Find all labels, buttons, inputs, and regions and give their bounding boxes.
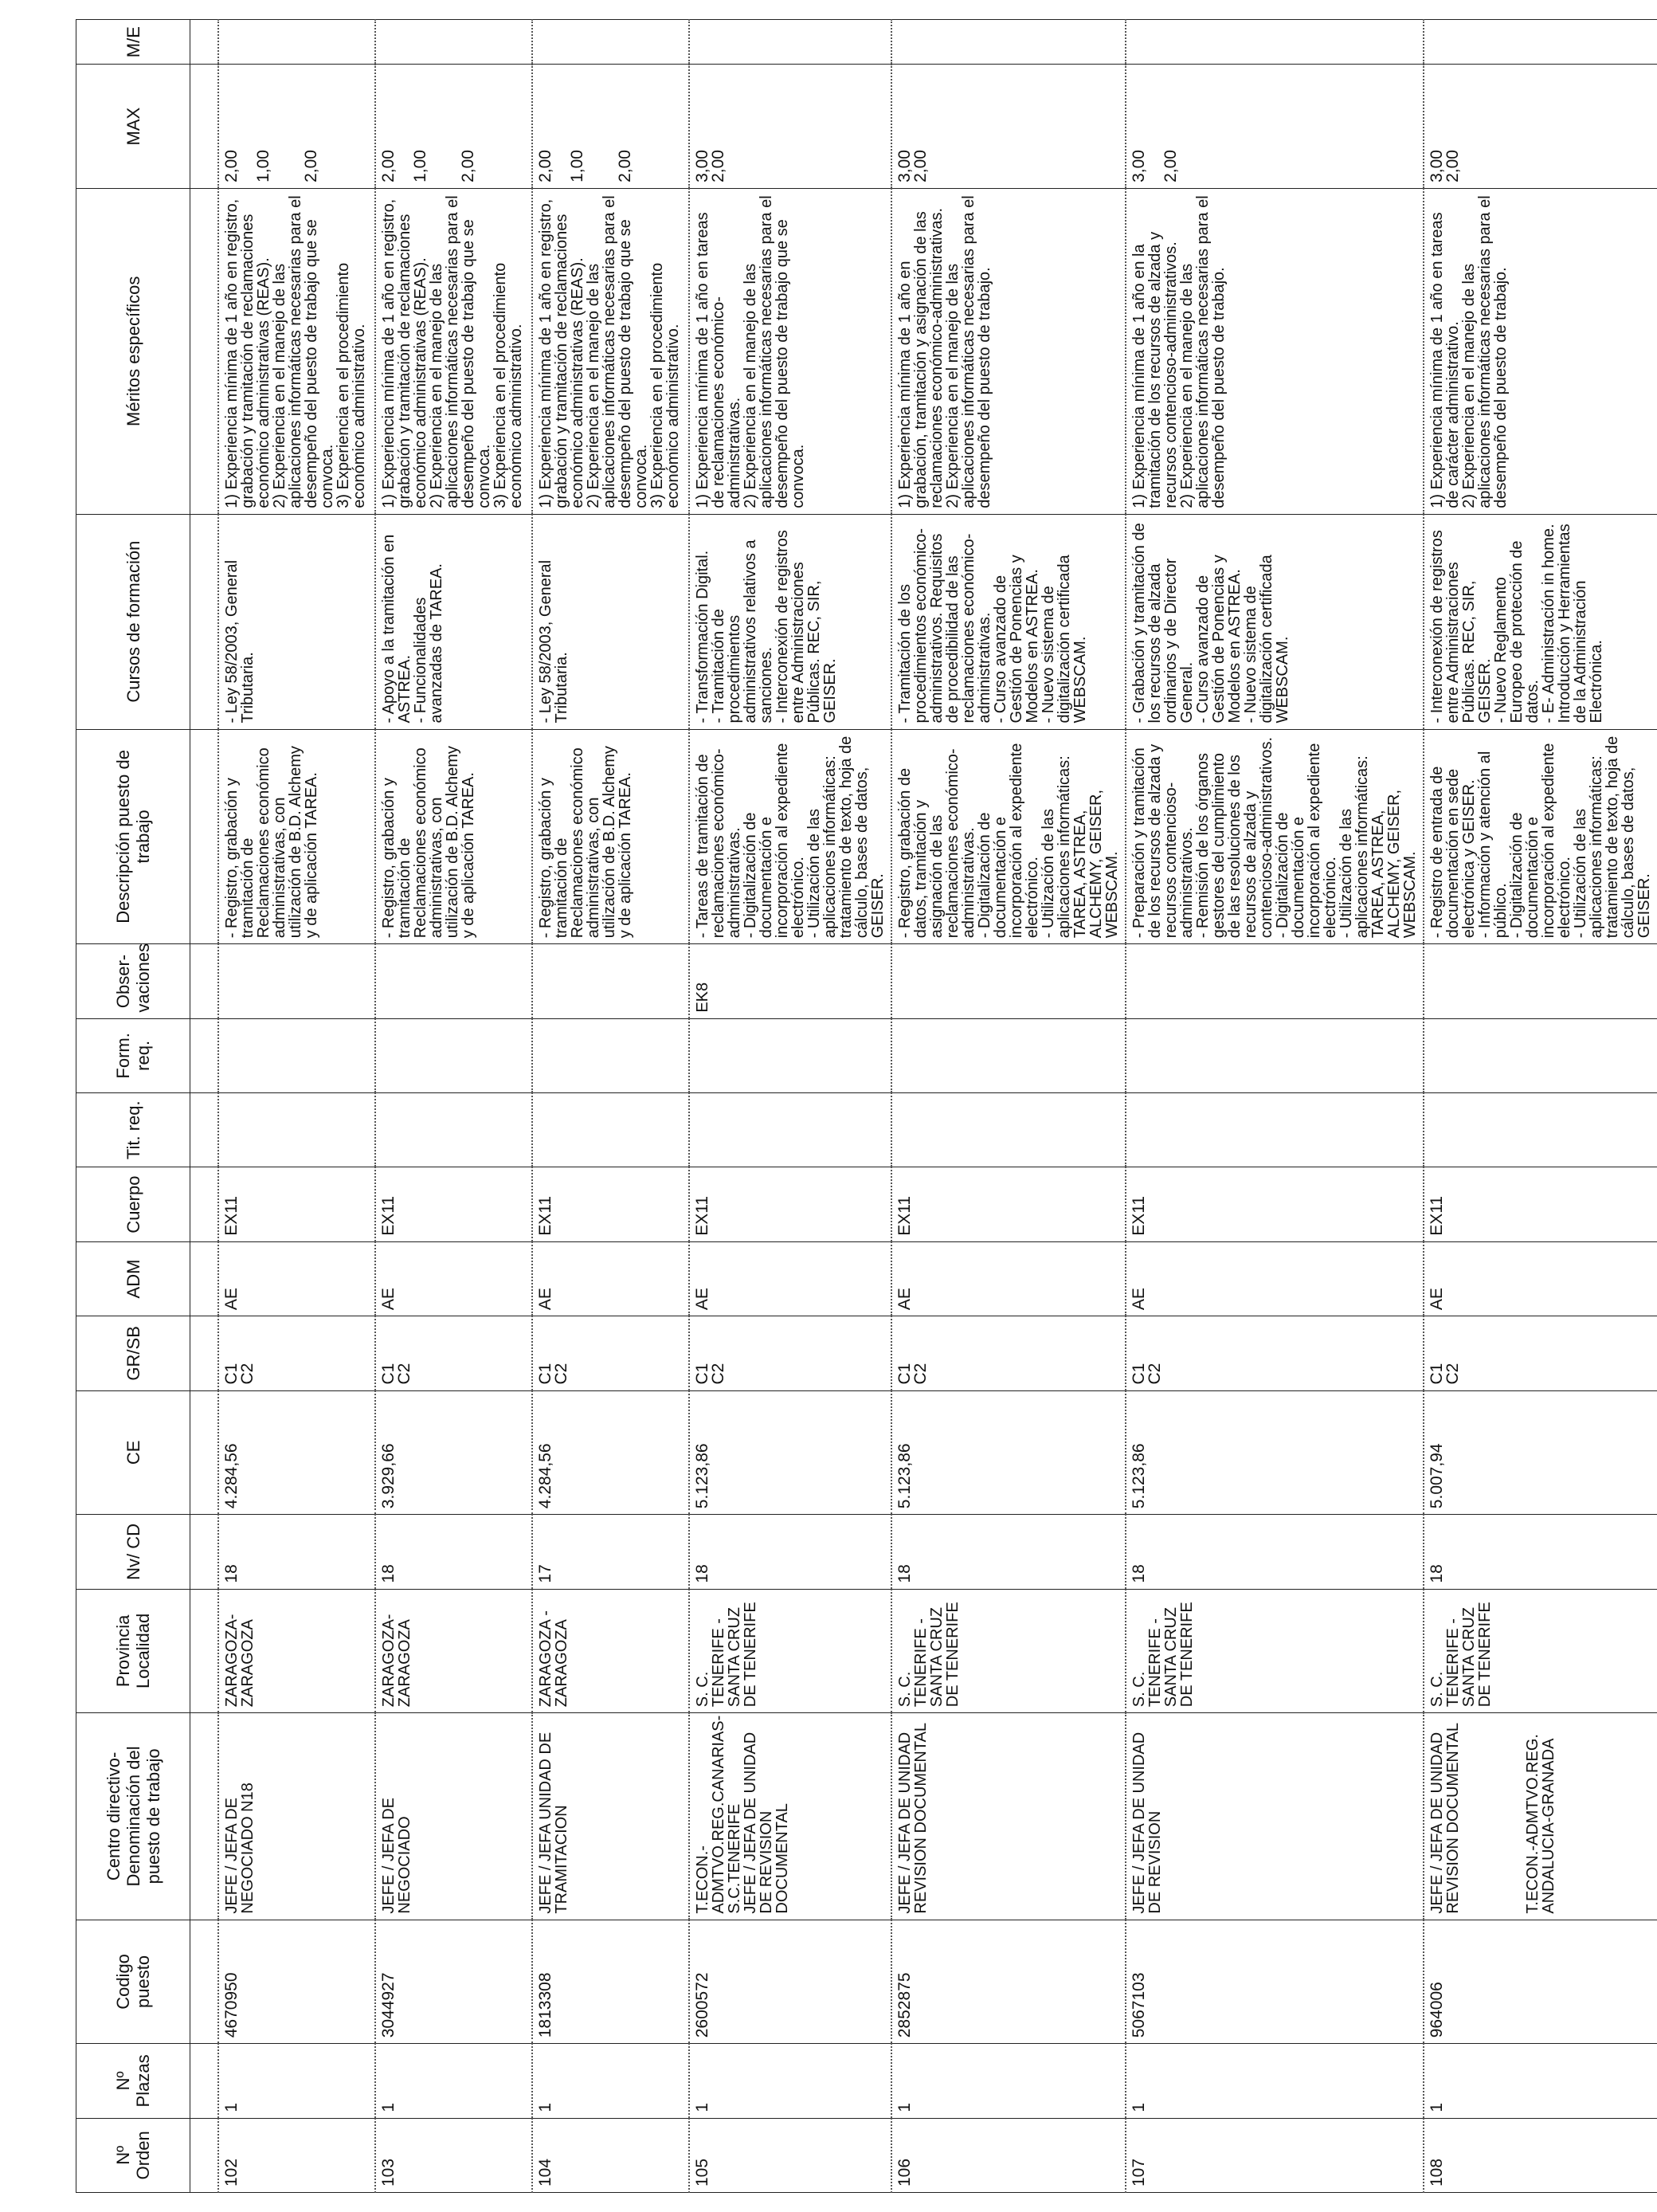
table-row [689, 20, 891, 2193]
cell-centro: JEFE / JEFA DE NEGOCIADO N18 [218, 1713, 375, 1920]
spacer-cell [190, 1316, 219, 1390]
cell-ce: 3.929,66 [375, 1390, 532, 1515]
cell-meritos: 1) Experiencia mínima de 1 año en registro, grabación y tramitación de reclamaciones económico administrativas (REAS). 2) Experiencia en el manejo de las aplicaciones informáticas necesarias para el desempeño del puesto de trabajo que se convoca. 3) Experiencia en el procedimiento económico administrativo. [375, 188, 532, 514]
cell-nivel: 18 [1126, 1515, 1424, 1589]
spacer-cell [190, 1920, 219, 2044]
cell-plazas: 1 [218, 2044, 375, 2118]
cell-me [689, 20, 891, 65]
cell-centro: T.ECON.-ADMTVO.REG.CANARIAS-S.C.TENERIFE JEFE / JEFA DE UNIDAD DE REVISION DOCUMENTAL [689, 1713, 891, 1920]
spacer-cell [190, 1093, 219, 1167]
cell-adm: AE [1424, 1241, 1657, 1316]
header-provincia: Provincia Localidad [76, 1589, 190, 1713]
spacer-cell [190, 1589, 219, 1713]
cell-adm: AE [532, 1241, 689, 1316]
cell-nivel: 18 [891, 1515, 1126, 1589]
cell-orden: 102 [218, 2118, 375, 2192]
cell-titulacion [891, 1093, 1126, 1167]
cell-orden: 103 [375, 2118, 532, 2192]
cell-centro: JEFE / JEFA UNIDAD DE TRAMITACION [532, 1713, 689, 1920]
cell-grupo: C1 C2 [689, 1316, 891, 1390]
spacer-cell [190, 2044, 219, 2118]
cell-titulacion [1424, 1093, 1657, 1167]
cell-titulacion [532, 1093, 689, 1167]
cell-max: 2,00 1,00 2,00 [375, 65, 532, 189]
table-row [375, 20, 532, 2193]
cell-plazas: 1 [1424, 2044, 1657, 2118]
cell-adm: AE [1126, 1241, 1424, 1316]
spacer-cell [190, 944, 219, 1018]
cell-orden: 107 [1126, 2118, 1424, 2192]
header-orden: Nº Orden [76, 2118, 190, 2192]
cell-formacion [689, 1018, 891, 1092]
spacer-cell [190, 514, 219, 729]
cell-centro: JEFE / JEFA DE NEGOCIADO [375, 1713, 532, 1920]
header-nivel: Nv/ CD [76, 1515, 190, 1589]
cell-max: 3,00 2,00 [891, 65, 1126, 189]
cell-max: 3,00 2,00 [1126, 65, 1424, 189]
cell-ce: 5.123,86 [891, 1390, 1126, 1515]
cell-observaciones [1424, 944, 1657, 1018]
cell-codigo: 1813308 [532, 1920, 689, 2044]
cell-cuerpo: EX11 [1126, 1167, 1424, 1241]
cell-centro: JEFE / JEFA DE UNIDAD DE REVISION [1126, 1713, 1424, 1920]
cell-cuerpo: EX11 [1424, 1167, 1657, 1241]
cell-cursos: - Transformación Digital. - Tramitación de procedimientos administrativos relativos a sanciones. - Interconexión de registros entre Administraciones Públicas. REC, SIR, GEISER. [689, 514, 891, 729]
spacer-cell [190, 65, 219, 189]
header-me: M/E [76, 20, 190, 65]
cell-formacion [218, 1018, 375, 1092]
cell-formacion [532, 1018, 689, 1092]
header-codigo: Codigo puesto [76, 1920, 190, 2044]
cell-max: 3,00 2,00 [689, 65, 891, 189]
cell-adm: AE [891, 1241, 1126, 1316]
header-grupo: GR/SB [76, 1316, 190, 1390]
table-row [1126, 20, 1424, 2193]
cell-ce: 4.284,56 [532, 1390, 689, 1515]
table-row [1424, 20, 1657, 2193]
cell-grupo: C1 C2 [532, 1316, 689, 1390]
cell-nivel: 18 [218, 1515, 375, 1589]
header-max: MAX [76, 65, 190, 189]
cell-ce: 5.007,94 [1424, 1390, 1657, 1515]
cell-plazas: 1 [375, 2044, 532, 2118]
cell-me [891, 20, 1126, 65]
cell-formacion [1126, 1018, 1424, 1092]
cell-plazas: 1 [532, 2044, 689, 2118]
cell-titulacion [1126, 1093, 1424, 1167]
cell-centro: JEFE / JEFA DE UNIDAD REVISION DOCUMENTAL [891, 1713, 1126, 1920]
table-row [532, 20, 689, 2193]
cell-me [1424, 20, 1657, 65]
cell-descripcion: - Registro, grabación y tramitación de Reclamaciones económico administrativas, con utilización de B.D. Alchemy y de aplicación TAREA. [532, 729, 689, 944]
cell-centro: JEFE / JEFA DE UNIDAD REVISION DOCUMENTAL T.ECON.-ADMTVO.REG. ANDALUCIA-GRANADA [1424, 1713, 1657, 1920]
cell-observaciones [1126, 944, 1424, 1018]
cell-cursos: - Grabación y tramitación de los recursos de alzada ordinarios y de Director General. - Curso avanzado de Gestión de Ponencias y Modelos en ASTREA. - Nuevo sistema de digitalización certificada WEBSCAM. [1126, 514, 1424, 729]
cell-cursos: - Tramitación de los procedimientos económico-administrativos. Requisitos de procedibilidad de las reclamaciones económico-administrativas. - Curso avanzado de Gestión de Ponencias y Modelos en ASTREA. - Nuevo sistema de digitalización certificada WEBSCAM. [891, 514, 1126, 729]
cell-codigo: 5067103 [1126, 1920, 1424, 2044]
cell-cursos: - Interconexión de registros entre Administraciones Públicas. REC, SIR, GEISER. - Nuevo Reglamento Europeo de protección de datos. - E- Administración in home. Introducción y Herramientas de la Administración Electrónica. [1424, 514, 1657, 729]
spacer-cell [190, 1167, 219, 1241]
header-centro: Centro directivo- Denominación del puesto de trabajo [76, 1713, 190, 1920]
cell-cursos: - Ley 58/2003, General Tributaria. [218, 514, 375, 729]
cell-adm: AE [375, 1241, 532, 1316]
cell-provincia: ZARAGOZA-ZARAGOZA [218, 1589, 375, 1713]
cell-orden: 104 [532, 2118, 689, 2192]
spacer-cell [190, 1713, 219, 1920]
cell-me [375, 20, 532, 65]
cell-adm: AE [218, 1241, 375, 1316]
cell-max: 3,00 2,00 [1424, 65, 1657, 189]
cell-titulacion [375, 1093, 532, 1167]
cell-me [218, 20, 375, 65]
cell-cuerpo: EX11 [218, 1167, 375, 1241]
table-row [218, 20, 375, 2193]
cell-cuerpo: EX11 [891, 1167, 1126, 1241]
header-row [76, 20, 190, 2193]
cell-orden: 106 [891, 2118, 1126, 2192]
cell-provincia: S. C. TENERIFE - SANTA CRUZ DE TENERIFE [689, 1589, 891, 1713]
cell-descripcion: - Registro, grabación de datos, tramitación y asignación de las reclamaciones económico-administrativas. - Digitalización de documentación e incorporación al expediente electrónico. - Utilización de las aplicaciones informáticas: TAREA, ASTREA, ALCHEMY, GEISER, WEBSCAM. [891, 729, 1126, 944]
cell-meritos: 1) Experiencia mínima de 1 año en la tramitación de los recursos de alzada y recursos contencioso-administrativos. 2) Experiencia en el manejo de las aplicaciones informáticas necesarias para el desempeño del puesto de trabajo. [1126, 188, 1424, 514]
job-positions-table [76, 19, 1657, 2193]
spacer-cell [190, 1390, 219, 1515]
header-adm: ADM [76, 1241, 190, 1316]
cell-provincia: S. C. TENERIFE - SANTA CRUZ DE TENERIFE [891, 1589, 1126, 1713]
cell-nivel: 17 [532, 1515, 689, 1589]
cell-grupo: C1 C2 [891, 1316, 1126, 1390]
cell-observaciones [891, 944, 1126, 1018]
cell-titulacion [218, 1093, 375, 1167]
cell-codigo: 2600572 [689, 1920, 891, 2044]
cell-max: 2,00 1,00 2,00 [532, 65, 689, 189]
cell-formacion [375, 1018, 532, 1092]
cell-plazas: 1 [1126, 2044, 1424, 2118]
cell-titulacion [689, 1093, 891, 1167]
cell-nivel: 18 [1424, 1515, 1657, 1589]
cell-descripcion: - Registro, grabación y tramitación de Reclamaciones económico administrativas, con utilización de B.D. Alchemy y de aplicación TAREA. [375, 729, 532, 944]
cell-meritos: 1) Experiencia mínima de 1 año en registro, grabación y tramitación de reclamaciones económico administrativas (REAS). 2) Experiencia en el manejo de las aplicaciones informáticas necesarias para el desempeño del puesto de trabajo que se convoca. 3) Experiencia en el procedimiento económico administrativo. [218, 188, 375, 514]
job-rows [218, 20, 1657, 2193]
rotated-job-table-page [76, 19, 1653, 2193]
header-cursos: Cursos de formación [76, 514, 190, 729]
spacer-cell [190, 1018, 219, 1092]
cell-cursos: - Ley 58/2003, General Tributaria. [532, 514, 689, 729]
cell-ce: 5.123,86 [1126, 1390, 1424, 1515]
spacer-cell [190, 729, 219, 944]
cell-grupo: C1 C2 [375, 1316, 532, 1390]
cell-provincia: ZARAGOZA - ZARAGOZA [532, 1589, 689, 1713]
cell-provincia: S. C. TENERIFE - SANTA CRUZ DE TENERIFE [1424, 1589, 1657, 1713]
header-ce: CE [76, 1390, 190, 1515]
cell-me [1126, 20, 1424, 65]
header-observaciones: Obser- vaciones [76, 944, 190, 1018]
cell-plazas: 1 [689, 2044, 891, 2118]
header-formacion: Form. req. [76, 1018, 190, 1092]
spacer-cell [190, 188, 219, 514]
cell-meritos: 1) Experiencia mínima de 1 año en grabación, tramitación y asignación de las reclamaciones económico-administrativas. 2) Experiencia en el manejo de las aplicaciones informáticas necesarias para el desempeño del puesto de trabajo. [891, 188, 1126, 514]
cell-observaciones [532, 944, 689, 1018]
cell-codigo: 964006 [1424, 1920, 1657, 2044]
cell-nivel: 18 [689, 1515, 891, 1589]
cell-observaciones [375, 944, 532, 1018]
cell-cuerpo: EX11 [532, 1167, 689, 1241]
header-titulacion: Tit. req. [76, 1093, 190, 1167]
header-meritos: Méritos específicos [76, 188, 190, 514]
spacer-cell [190, 1241, 219, 1316]
cell-orden: 108 [1424, 2118, 1657, 2192]
cell-nivel: 18 [375, 1515, 532, 1589]
cell-formacion [891, 1018, 1126, 1092]
cell-ce: 5.123,86 [689, 1390, 891, 1515]
table-row [891, 20, 1126, 2193]
cell-observaciones: EK8 [689, 944, 891, 1018]
cell-observaciones [218, 944, 375, 1018]
spacer-row [190, 20, 219, 2193]
cell-provincia: S. C. TENERIFE - SANTA CRUZ DE TENERIFE [1126, 1589, 1424, 1713]
cell-grupo: C1 C2 [1126, 1316, 1424, 1390]
spacer-cell [190, 1515, 219, 1589]
cell-orden: 105 [689, 2118, 891, 2192]
cell-grupo: C1 C2 [218, 1316, 375, 1390]
cell-meritos: 1) Experiencia mínima de 1 año en tareas de carácter administrativo. 2) Experiencia en el manejo de las aplicaciones informáticas necesarias para el desempeño del puesto de trabajo. [1424, 188, 1657, 514]
cell-descripcion: - Registro de entrada de documentación en sede electrónica y GEISER. - Información y atención al público. - Digitalización de documentación e incorporación al expediente electrónico. - Utilización de las aplicaciones informáticas: tratamiento de texto, hoja de cálculo, bases de datos, GEISER. [1424, 729, 1657, 944]
cell-meritos: 1) Experiencia mínima de 1 año en registro, grabación y tramitación de reclamaciones económico administrativas (REAS). 2) Experiencia en el manejo de las aplicaciones informáticas necesarias para el desempeño del puesto de trabajo que se convoca. 3) Experiencia en el procedimiento económico administrativo. [532, 188, 689, 514]
cell-codigo: 3044927 [375, 1920, 532, 2044]
cell-formacion [1424, 1018, 1657, 1092]
cell-max: 2,00 1,00 2,00 [218, 65, 375, 189]
cell-descripcion: - Registro, grabación y tramitación de Reclamaciones económico administrativas, con utilización de B.D. Alchemy y de aplicación TAREA. [218, 729, 375, 944]
cell-adm: AE [689, 1241, 891, 1316]
spacer-cell [190, 20, 219, 65]
spacer-cell [190, 2118, 219, 2192]
cell-grupo: C1 C2 [1424, 1316, 1657, 1390]
cell-cursos: - Apoyo a la tramitación en ASTREA. - Funcionalidades avanzadas de TAREA. [375, 514, 532, 729]
cell-codigo: 4670950 [218, 1920, 375, 2044]
header-plazas: Nº Plazas [76, 2044, 190, 2118]
cell-descripcion: - Tareas de tramitación de reclamaciones económico-administrativas. - Digitalización de documentación e incorporación al expediente electrónico. - Utilización de las aplicaciones informáticas: tratamiento de texto, hoja de cálculo, bases de datos, GEISER. [689, 729, 891, 944]
cell-cuerpo: EX11 [375, 1167, 532, 1241]
cell-cuerpo: EX11 [689, 1167, 891, 1241]
cell-ce: 4.284,56 [218, 1390, 375, 1515]
cell-codigo: 2852875 [891, 1920, 1126, 2044]
cell-meritos: 1) Experiencia mínima de 1 año en tareas de reclamaciones económico-administrativas. 2) Experiencia en el manejo de las aplicaciones informáticas necesarias para el desempeño del puesto de trabajo que se convoca. [689, 188, 891, 514]
cell-descripcion: - Preparación y tramitación de los recursos de alzada y recursos contencioso-administrativos. - Remisión de los órganos gestores del cumplimiento de las resoluciones de los recursos de alzada y contencioso-administrativos. - Digitalización de documentación e incorporación al expediente electrónico. - Utilización de las aplicaciones informáticas: TAREA, ASTREA, ALCHEMY, GEISER, WEBSCAM. [1126, 729, 1424, 944]
header-descripcion: Descripción puesto de trabajo [76, 729, 190, 944]
header-cuerpo: Cuerpo [76, 1167, 190, 1241]
cell-me [532, 20, 689, 65]
cell-provincia: ZARAGOZA-ZARAGOZA [375, 1589, 532, 1713]
cell-plazas: 1 [891, 2044, 1126, 2118]
